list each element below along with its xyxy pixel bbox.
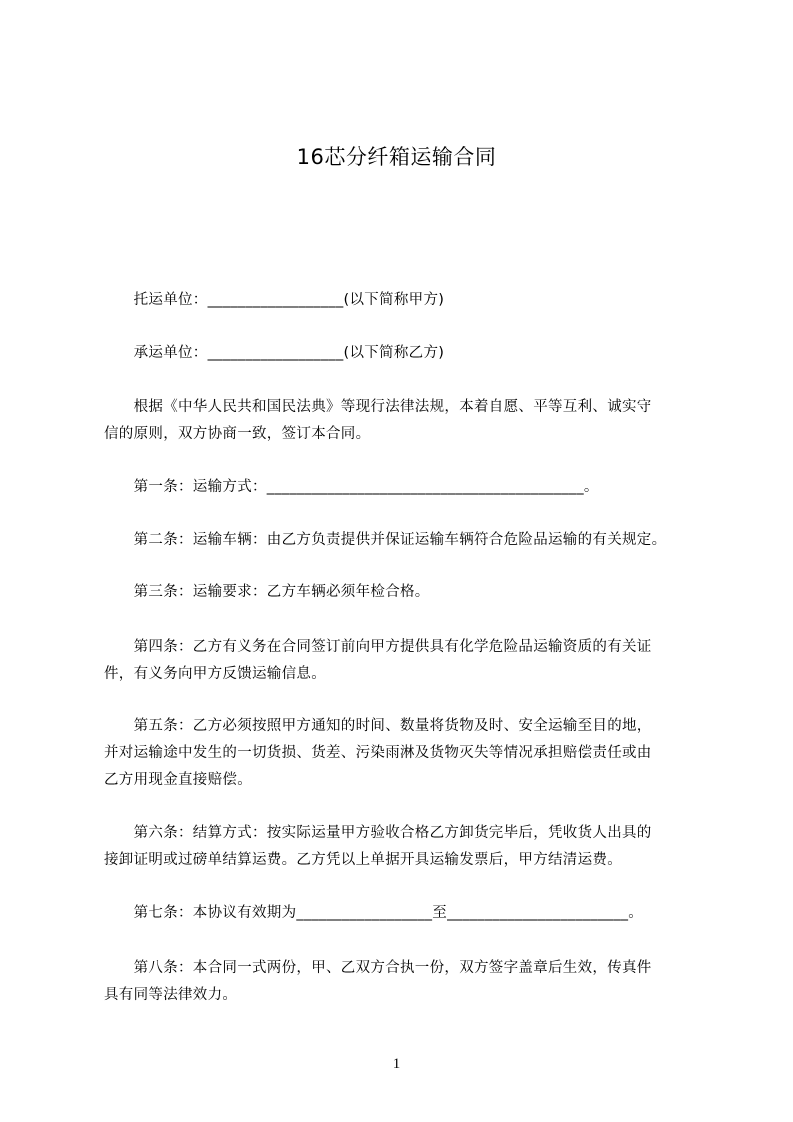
article-6-line: 第六条：结算方式：按实际运量甲方验收合格乙方卸货完毕后，凭收货人出具的 xyxy=(104,825,652,841)
article-2-line: 第二条：运输车辆：由乙方负责提供并保证运输车辆符合危险品运输的有关规定。 xyxy=(104,532,667,548)
article-5-line: 乙方用现金直接赔偿。 xyxy=(104,772,252,788)
article-3 xyxy=(104,579,704,606)
article-4 xyxy=(104,634,704,688)
article-8-line: 具有同等法律效力。 xyxy=(104,987,238,1003)
article-1-line: 第一条：运输方式：__________________________________________。 xyxy=(104,479,599,495)
page-number: 1 xyxy=(392,1056,401,1072)
article-3-line: 第三条：运输要求：乙方车辆必须年检合格。 xyxy=(104,584,430,600)
article-4-line: 第四条：乙方有义务在合同签订前向甲方提供具有化学危险品运输资质的有关证 xyxy=(104,639,652,655)
shipper-line: 托运单位：__________________(以下简称甲方) xyxy=(104,292,445,308)
article-4-line: 件，有义务向甲方反馈运输信息。 xyxy=(104,666,326,682)
carrier-field xyxy=(104,340,704,367)
shipper-field xyxy=(104,287,704,314)
article-5 xyxy=(104,713,704,794)
article-5-line: 第五条：乙方必须按照甲方通知的时间、数量将货物及时、安全运输至目的地， xyxy=(104,718,652,734)
article-8 xyxy=(104,955,704,1009)
article-7-line: 第七条：本协议有效期为__________________至________________________。 xyxy=(104,905,644,921)
article-2 xyxy=(104,527,704,554)
document-title: 16芯分纤箱运输合同 xyxy=(296,145,497,169)
article-1 xyxy=(104,474,704,501)
article-5-line: 并对运输途中发生的一切货损、货差、污染雨淋及货物灭失等情况承担赔偿责任或由 xyxy=(104,745,652,761)
article-8-line: 第八条：本合同一式两份，甲、乙双方合执一份，双方签字盖章后生效，传真件 xyxy=(104,960,652,976)
article-6 xyxy=(104,820,704,874)
preamble-line: 根据《中华人民共和国民法典》等现行法律法规，本着自愿、平等互利、诚实守 xyxy=(104,399,652,415)
article-7 xyxy=(104,900,704,927)
preamble-line: 信的原则，双方协商一致，签订本合同。 xyxy=(104,426,371,442)
preamble-paragraph xyxy=(104,394,704,448)
carrier-line: 承运单位：__________________(以下简称乙方) xyxy=(104,345,445,361)
article-6-line: 接卸证明或过磅单结算运费。乙方凭以上单据开具运输发票后，甲方结清运费。 xyxy=(104,852,622,868)
